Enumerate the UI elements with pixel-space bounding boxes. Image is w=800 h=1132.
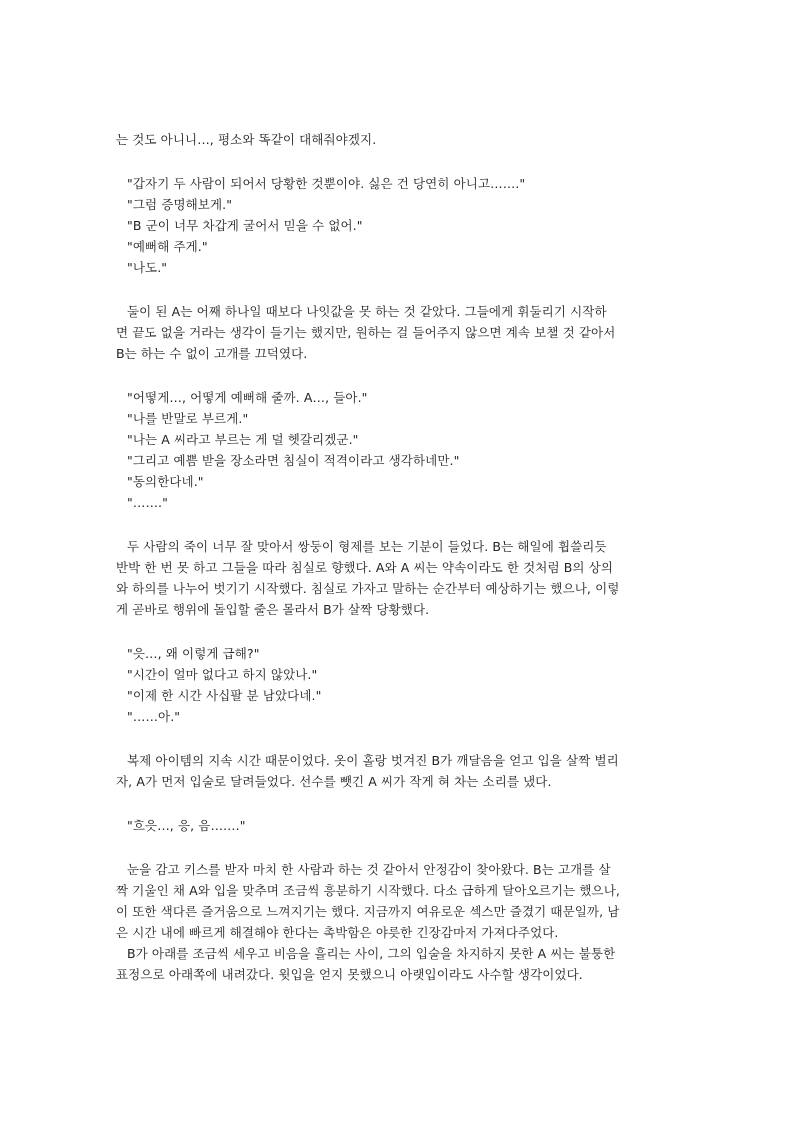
text-line: 표정으로 아래쪽에 내려갔다. 윗입을 얻지 못했으니 아랫입이라도 사수할 생각이었다. [116,967,583,982]
text-line: 게 곧바로 행위에 돌입할 줄은 몰라서 B가 살짝 당황했다. [116,602,430,617]
dialogue-line: "이제 한 시간 사십팔 분 남았다네." [127,688,322,703]
dialogue-line: "나도." [127,260,168,275]
text-line: 자, A가 먼저 입술로 달려들었다. 선수를 뺏긴 A 씨가 작게 혀 차는 소리를 냈다. [116,774,552,789]
text-line: 는 것도 아니니…, 평소와 똑같이 대해줘야겠지. [116,132,377,147]
dialogue-line: "……." [127,495,168,510]
dialogue-line: "갑자기 두 사람이 되어서 당황한 것뿐이야. 싫은 건 당연히 아니고……." [127,176,526,191]
dialogue-line: "흐읏…, 응, 음……." [127,818,246,833]
dialogue-line: "나는 A 씨라고 부르는 게 덜 헷갈리겠군." [127,432,359,447]
text-line: B가 아래를 조금씩 세우고 비음을 흘리는 사이, 그의 입술을 차지하지 못한 A 씨는 불퉁한 [127,946,616,961]
text-line: 반박 한 번 못 하고 그들을 따라 침실로 향했다. A와 A 씨는 약속이라도 한 것처럼 B의 상의 [116,560,614,575]
dialogue-line: "동의한다네." [127,474,204,489]
text-line: 두 사람의 죽이 너무 잘 맞아서 쌍둥이 형제를 보는 기분이 들었다. B는 해일에 휩쓸리듯 [127,539,607,554]
text-line: 면 끝도 없을 거라는 생각이 들기는 했지만, 원하는 걸 들어주지 않으면 계속 보챌 것 같아서 [116,325,616,340]
dialogue-line: "예뻐해 주게." [127,239,208,254]
dialogue-line: "그럼 증명해보게." [127,197,233,212]
dialogue-line: "읏…, 왜 이렇게 급해?" [127,646,260,661]
dialogue-line: "B 군이 너무 차갑게 굴어서 믿을 수 없어." [127,218,363,233]
text-line: 둘이 된 A는 어째 하나일 때보다 나잇값을 못 하는 것 같았다. 그들에게 휘둘리기 시작하 [127,304,607,319]
text-line: 와 하의를 나누어 벗기기 시작했다. 침실로 가자고 말하는 순간부터 예상하기는 했으나, 이렇 [116,581,620,596]
dialogue-line: "그리고 예쁨 받을 장소라면 침실이 적격이라고 생각하네만." [127,453,460,468]
dialogue-line: "나를 반말로 부르게." [127,411,249,426]
text-line: 은 시간 내에 빠르게 해결해야 한다는 촉박함은 야릇한 긴장감마저 가져다주었다. [116,925,559,940]
text-line: 이 또한 색다른 즐거움으로 느껴지기는 했다. 지금까지 여유로운 섹스만 즐겼기 때문일까, 남 [116,904,620,919]
text-line: 눈을 감고 키스를 받자 마치 한 사람과 하는 것 같아서 안정감이 찾아왔다. B는 고개를 살 [127,862,611,877]
text-line: 복제 아이템의 지속 시간 때문이었다. 옷이 홀랑 벗겨진 B가 깨달음을 얻고 입을 살짝 벌리 [127,753,619,768]
dialogue-line: "시간이 얼마 없다고 하지 않았나." [127,667,318,682]
text-line: B는 하는 수 없이 고개를 끄덕였다. [116,346,308,361]
dialogue-line: "……아." [127,709,181,724]
text-line: 짝 기울인 채 A와 입을 맞추며 조금씩 흥분하기 시작했다. 다소 급하게 달아오르기는 했으나, [116,883,620,898]
dialogue-line: "어떻게…, 어떻게 예뻐해 줄까. A…, 들아." [127,390,368,405]
